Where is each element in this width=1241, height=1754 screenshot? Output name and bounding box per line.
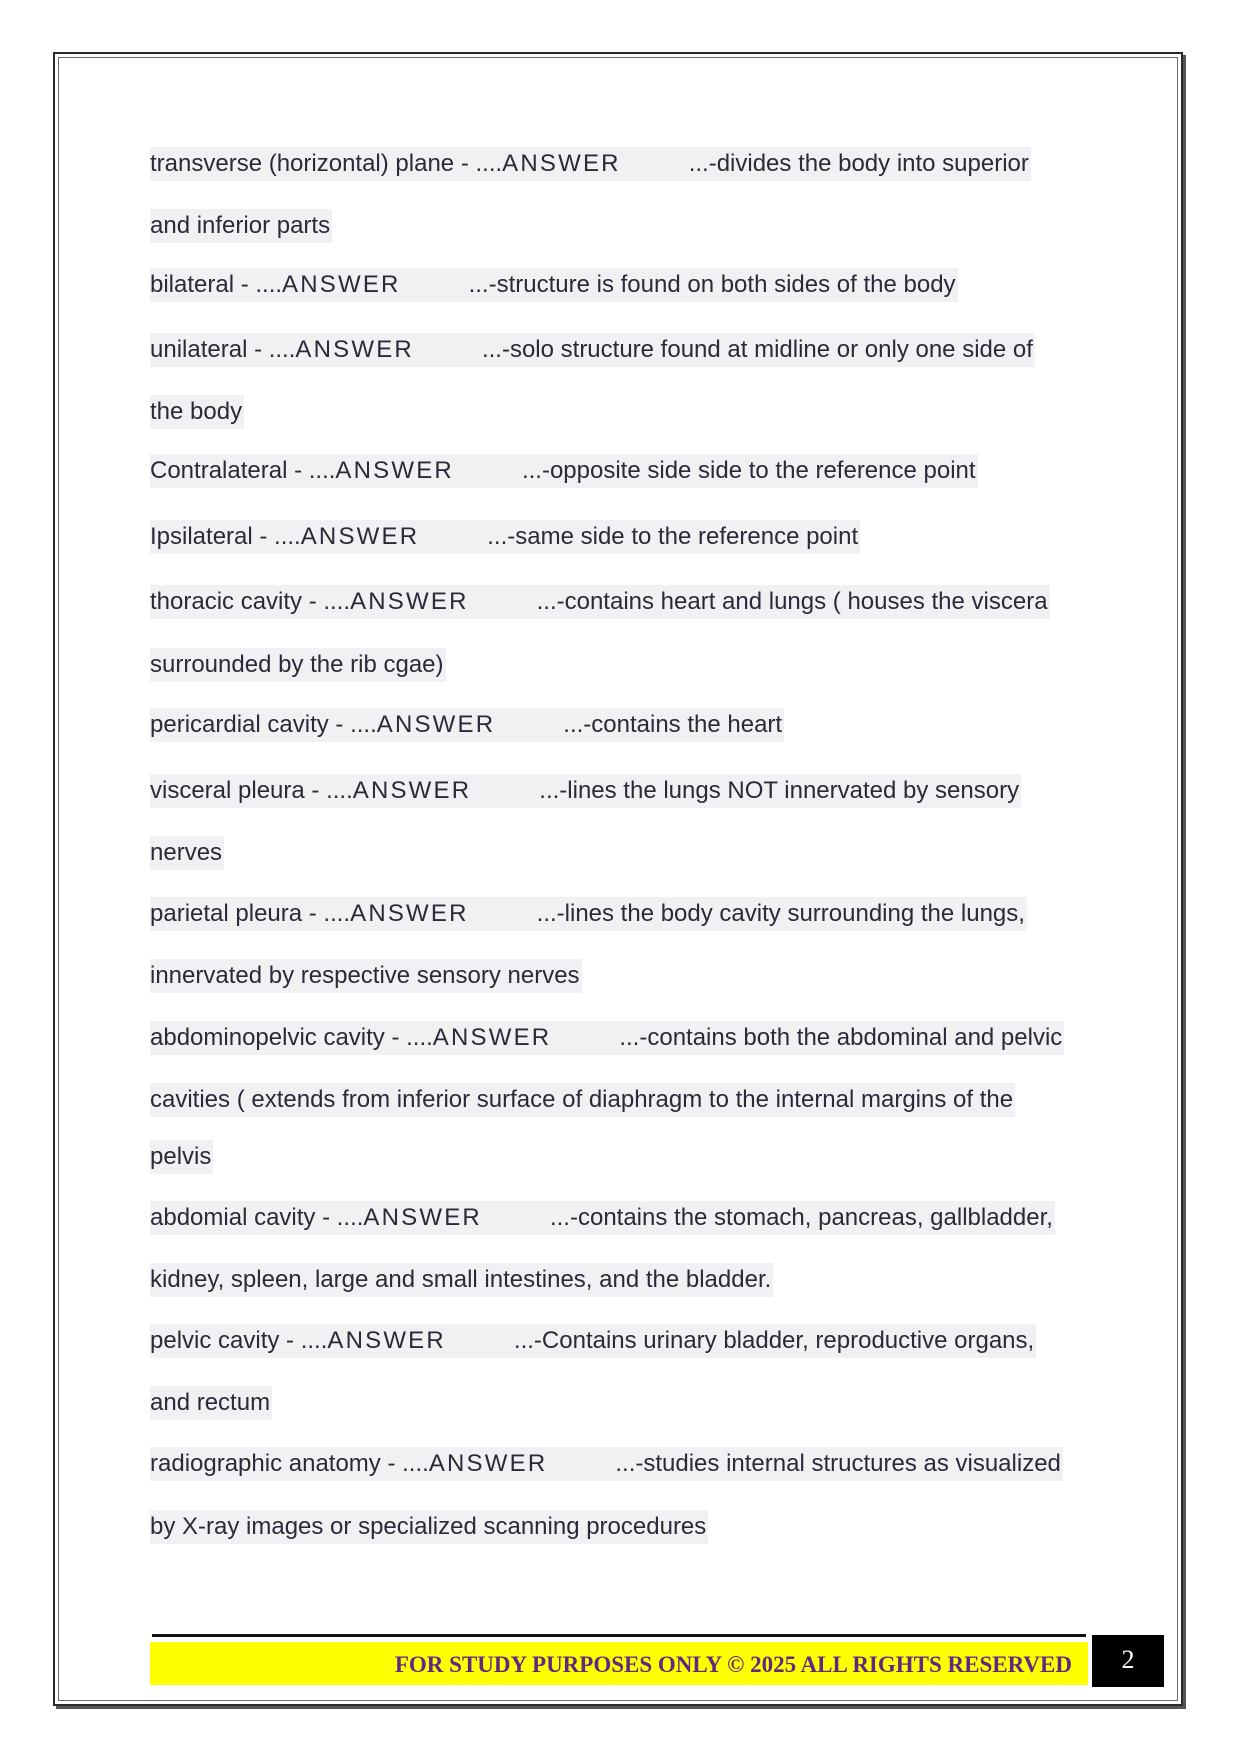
answer-text: ...-structure is found on both sides of the body (468, 271, 956, 298)
qa-line: transverse (horizontal) plane - ....ANSWER ...-divides the body into superior (150, 147, 1031, 181)
continuation-line: kidney, spleen, large and small intestines, and the bladder. (150, 1263, 773, 1297)
qa-line: visceral pleura - ....ANSWER ...-lines the lungs NOT innervated by sensory (150, 774, 1021, 808)
answer-label: ANSWER (295, 336, 414, 363)
qa-line: bilateral - ....ANSWER ...-structure is found on both sides of the body (150, 268, 958, 302)
qa-line: abdomial cavity - ....ANSWER ...-contains the stomach, pancreas, gallbladder, (150, 1201, 1055, 1235)
qa-line: Contralateral - ....ANSWER ...-opposite side side to the reference point (150, 454, 978, 488)
answer-label: ANSWER (282, 271, 401, 298)
answer-label: ANSWER (432, 1024, 552, 1051)
qa-line: thoracic cavity - ....ANSWER ...-contains heart and lungs ( houses the viscera (150, 585, 1050, 619)
answer-text: ...-studies internal structures as visualized (615, 1450, 1061, 1477)
answer-label: ANSWER (502, 150, 621, 177)
continuation-line: cavities ( extends from inferior surface of diaphragm to the internal margins of the (150, 1083, 1015, 1117)
continuation-line: and inferior parts (150, 209, 332, 243)
continuation-line: innervated by respective sensory nerves (150, 959, 582, 993)
qa-line: unilateral - ....ANSWER ...-solo structure found at midline or only one side of (150, 333, 1035, 367)
qa-line: abdominopelvic cavity - ....ANSWER ...-contains both the abdominal and pelvic (150, 1021, 1064, 1055)
answer-text: ...-contains the heart (563, 711, 783, 738)
answer-text: ...-same side to the reference point (487, 523, 859, 550)
answer-label: ANSWER (376, 711, 496, 738)
qa-line: pelvic cavity - ....ANSWER ...-Contains urinary bladder, reproductive organs, (150, 1324, 1036, 1358)
qa-line: parietal pleura - ....ANSWER ...-lines the body cavity surrounding the lungs, (150, 897, 1027, 931)
continuation-line: and rectum (150, 1386, 272, 1420)
qa-line: pericardial cavity - ....ANSWER ...-contains the heart (150, 708, 784, 742)
answer-text: ...-divides the body into superior (688, 150, 1029, 177)
qa-line: radiographic anatomy - ....ANSWER ...-studies internal structures as visualized (150, 1447, 1063, 1481)
continuation-line: pelvis (150, 1140, 213, 1174)
continuation-line: the body (150, 395, 244, 429)
answer-text: ...-contains heart and lungs ( houses the viscera (536, 588, 1048, 615)
qa-line: Ipsilateral - ....ANSWER ...-same side to the reference point (150, 520, 860, 554)
answer-text: ...-lines the body cavity surrounding the lungs, (536, 900, 1025, 927)
answer-label: ANSWER (352, 777, 472, 804)
answer-label: ANSWER (428, 1450, 548, 1477)
footer-notice: FOR STUDY PURPOSES ONLY © 2025 ALL RIGHTS RESERVED (394, 1652, 1072, 1677)
answer-text: ...-contains both the abdominal and pelvic (619, 1024, 1063, 1051)
footer-banner (150, 1642, 1088, 1685)
footer-divider (152, 1634, 1086, 1637)
answer-text: ...-opposite side side to the reference point (521, 457, 976, 484)
answer-label: ANSWER (363, 1204, 482, 1231)
answer-text: ...-Contains urinary bladder, reproductive organs, (513, 1327, 1035, 1354)
answer-text: ...-lines the lungs NOT innervated by sensory (539, 777, 1020, 804)
answer-label: ANSWER (350, 588, 469, 615)
answer-text: ...-contains the stomach, pancreas, gallbladder, (549, 1204, 1053, 1231)
answer-text: ...-solo structure found at midline or only one side of (481, 336, 1033, 363)
answer-label: ANSWER (350, 900, 469, 927)
continuation-line: nerves (150, 836, 224, 870)
continuation-line: by X-ray images or specialized scanning procedures (150, 1510, 708, 1544)
continuation-line: surrounded by the rib cgae) (150, 648, 446, 682)
answer-label: ANSWER (300, 523, 420, 550)
page-number: 2 (1092, 1635, 1164, 1687)
answer-label: ANSWER (327, 1327, 446, 1354)
answer-label: ANSWER (335, 457, 454, 484)
